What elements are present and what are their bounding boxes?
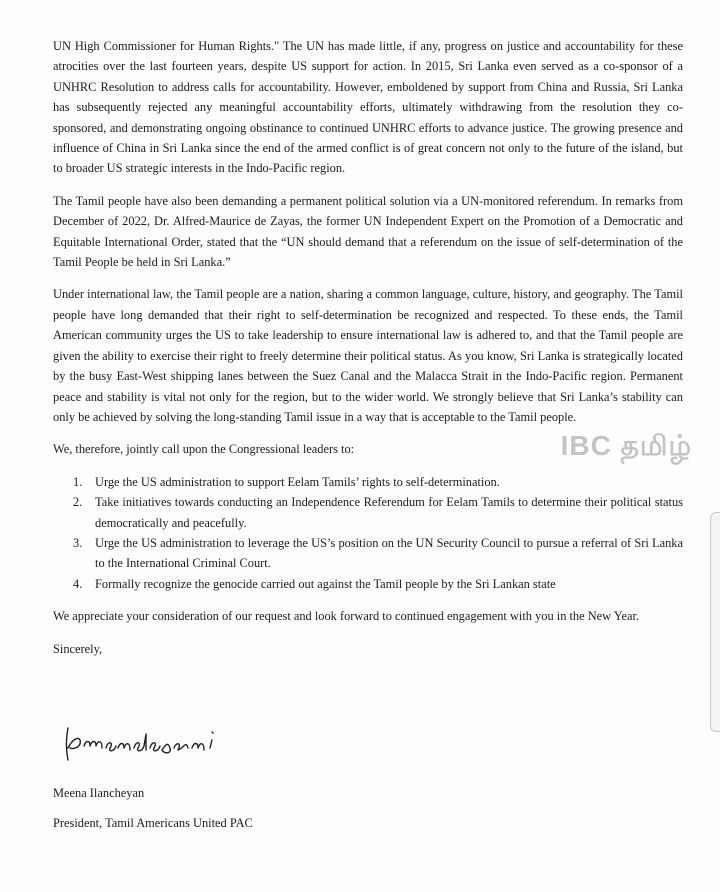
signer-name: Meena Ilancheyan — [53, 786, 145, 800]
paragraph-accountability: UN High Commissioner for Human Rights." The UN has made little, if any, progress on justice and accountability for these atrocities over the last fourteen years, despite US support for action. In 2015, Sri Lanka even served as a co-sponsor of a UNHRC Resolution to address calls for accountability. However, emboldened by support from China and Russia, Sri Lanka has subsequently rejected any meaningful accountability efforts, ultimately withdrawing from the resolution they co-sponsored, and demonstrating ongoing obstinance to continued UNHRC efforts to advance justice. The growing presence and influence of China in Sri Lanka since the end of the armed conflict is of great concern not only to the future of the island, but to broader US strategic interests in the Indo-Pacific region. — [53, 39, 683, 176]
signer-title: President, Tamil Americans United PAC — [53, 816, 253, 830]
appreciation: We appreciate your consideration of our request and look forward to continued engagement with you in the New Year. — [53, 609, 640, 624]
list-text: Urge the US administration to leverage the US’s position on the UN Security Council to pursue a referral of Sri Lanka to the International Criminal Court. — [95, 535, 683, 571]
paragraph-international-law: Under international law, the Tamil people are a nation, sharing a common language, culture, history, and geography. The Tamil people have long demanded that their right to self-determination be recognized and respected. To these ends, the Tamil American community urges the US to take leadership to ensure international law is adhered to, and that the Tamil people are given the ability to exercise their right to freely determine their political status. As you know, Sri Lanka is strategically located by the busy East-West shipping lanes between the Suez Canal and the Malacca Strait in the Indo-Pacific region. Permanent peace and stability is vital not only for the region, but to the wider world. We strongly believe that Sri Lanka’s stability can only be achieved by solving the long-standing Tamil issue in a way that is acceptable to the Tamil people. — [53, 287, 683, 424]
requests-list — [53, 472, 683, 594]
list-text: Urge the US administration to support Eelam Tamils’ rights to self-determination. — [95, 474, 500, 489]
paragraph-referendum: The Tamil people have also been demanding a permanent political solution via a UN-monitored referendum. In remarks from December of 2022, Dr. Alfred-Maurice de Zayas, the former UN Independent Expert on the Promotion of a Democratic and Equitable International Order, stated that the “UN should demand that a referendum on the issue of self-determination of the Tamil People be held in Sri Lanka.” — [53, 193, 683, 270]
handwritten-signature — [60, 718, 230, 768]
list-item — [53, 492, 683, 533]
call-intro: We, therefore, jointly call upon the Congressional leaders to: — [53, 442, 355, 457]
list-number: 2. — [73, 495, 83, 510]
list-number: 1. — [73, 474, 83, 489]
list-number: 3. — [73, 535, 83, 550]
letter-body — [53, 36, 683, 671]
list-text: Take initiatives towards conducting an Independence Referendum for Eelam Tamils to determine their political status democratically and peacefully. — [95, 495, 683, 530]
list-number: 4. — [73, 576, 83, 591]
list-item — [53, 533, 683, 574]
sign-off: Sincerely, — [53, 641, 103, 656]
list-item — [53, 574, 683, 594]
list-text: Formally recognize the genocide carried out against the Tamil people by the Sri Lankan state — [95, 576, 556, 591]
ibc-tamil-watermark: IBC தமிழ் — [560, 430, 692, 461]
list-item — [53, 472, 683, 492]
side-panel-handle[interactable] — [710, 512, 720, 732]
